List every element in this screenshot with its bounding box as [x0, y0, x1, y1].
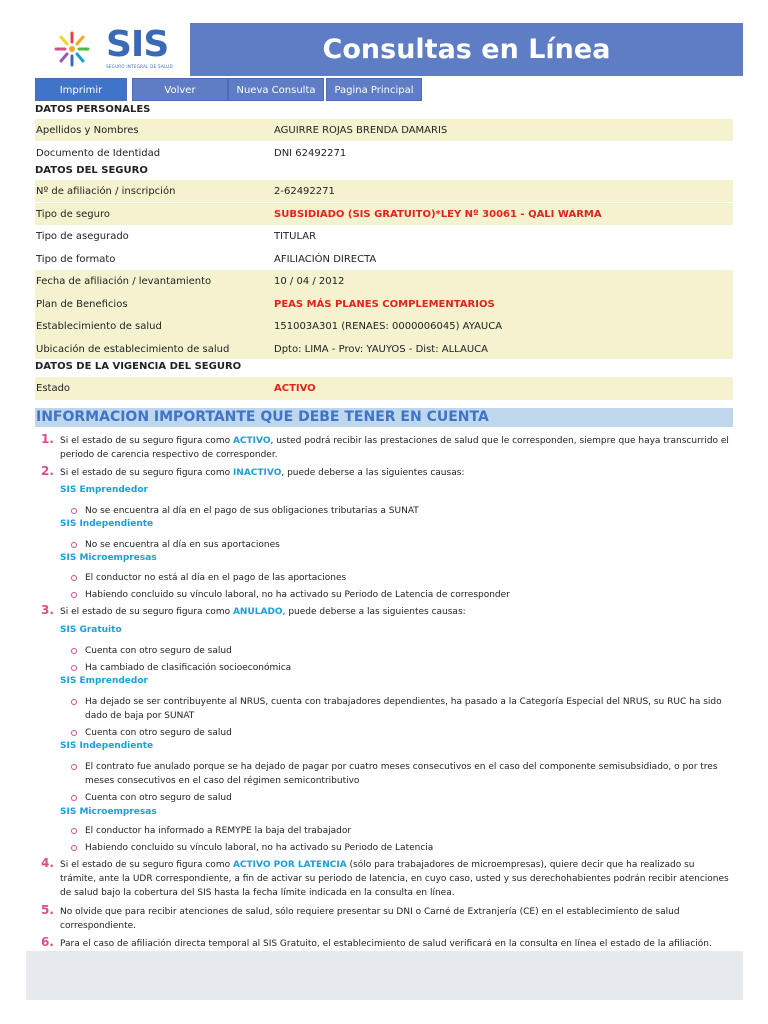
bullet-icon [71, 542, 77, 548]
sis-logo [36, 23, 186, 76]
bullet-text: Ha cambiado de clasificación socioeconómica [85, 663, 292, 673]
text-part: , puede deberse a las siguientes causas: [281, 468, 465, 478]
info-text-6: Para el caso de afiliación directa temporal al SIS Gratuito, el establecimiento de salud verificará en la consulta en línea el estado de la afiliación. [60, 939, 712, 949]
row-document [35, 141, 733, 165]
page-frame [26, 23, 743, 1000]
subheading-sis-independiente: SIS Independiente [60, 519, 154, 529]
info-text-2 [60, 466, 732, 480]
row-affiliation-date [35, 270, 733, 293]
info-number-2: 2. [41, 464, 54, 478]
bullet-text: El contrato fue anulado porque se ha dejado de pagar por cuatro meses consecutivos en el caso del componente semisubsidiado, o por tres meses consecutivos en el caso del régimen semicontributivo [85, 762, 718, 786]
personal-data-heading: DATOS PERSONALES [35, 102, 733, 118]
benefit-plan-label: Plan de Beneficios [36, 298, 128, 310]
info-number-3: 3. [41, 603, 54, 617]
text-part: , puede deberse a las siguientes causas: [282, 607, 466, 617]
info-heading: INFORMACION IMPORTANTE QUE DEBE TENER EN CUENTA [35, 408, 733, 427]
health-facility-label: Establecimiento de salud [36, 321, 162, 332]
bullet-text: Habiendo concluido su vínculo laboral, no ha activado su Periodo de Latencia [85, 843, 434, 853]
info-number-1: 1. [41, 432, 54, 446]
bullet-icon [71, 648, 77, 654]
affiliation-date-label: Fecha de afiliación / levantamiento [36, 276, 212, 287]
format-type-value: AFILIACIÓN DIRECTA [274, 253, 377, 265]
bullet-text: No se encuentra al día en sus aportaciones [85, 540, 280, 550]
row-state [35, 377, 733, 400]
back-button[interactable]: Volver [132, 78, 228, 101]
info-text-1 [60, 434, 732, 462]
home-button[interactable]: Pagina Principal [326, 78, 422, 101]
bullet-icon [71, 592, 77, 598]
subheading-sis-gratuito: SIS Gratuito [60, 625, 122, 635]
row-affiliation-number [35, 180, 733, 202]
affiliation-date-value: 10 / 04 / 2012 [274, 276, 345, 287]
row-format-type [35, 248, 733, 270]
subheading-sis-microempresas: SIS Microempresas [60, 553, 157, 563]
bullet-text: El conductor ha informado a REMYPE la baja del trabajador [85, 826, 352, 836]
logo-subtitle: SEGURO INTEGRAL DE SALUD [106, 64, 173, 69]
info-number-6: 6. [41, 935, 54, 949]
title-bar [190, 23, 743, 76]
info-text-3 [60, 605, 732, 619]
highlight-inactive: INACTIVO [232, 468, 282, 478]
bullet-text: Cuenta con otro seguro de salud [85, 728, 232, 738]
row-health-facility [35, 315, 733, 338]
insurance-data-heading: DATOS DEL SEGURO [35, 163, 733, 179]
row-benefit-plan [35, 293, 733, 315]
new-query-button[interactable]: Nueva Consulta [228, 78, 324, 101]
insurance-type-label: Tipo de seguro [36, 208, 110, 220]
sis-burst-icon [50, 27, 104, 71]
text-part: Si el estado de su seguro figura como [60, 436, 233, 446]
bullet-text: Cuenta con otro seguro de salud [85, 793, 232, 803]
highlight-active: ACTIVO [232, 436, 271, 446]
state-value: ACTIVO [274, 383, 316, 394]
bullet-icon [71, 665, 77, 671]
text-part: Si el estado de su seguro figura como [60, 468, 233, 478]
bullet-icon [71, 575, 77, 581]
bullet-icon [71, 828, 77, 834]
highlight-annulled: ANULADO [232, 607, 283, 617]
facility-location-label: Ubicación de establecimiento de salud [36, 344, 230, 355]
validity-heading: DATOS DE LA VIGENCIA DEL SEGURO [35, 359, 733, 375]
health-facility-value: 151003A301 (RENAES: 0000006045) AYAUCA [274, 321, 503, 332]
print-button[interactable]: Imprimir [35, 78, 127, 101]
bullet-icon [71, 508, 77, 514]
bullet-text: No se encuentra al día en el pago de sus obligaciones tributarias a SUNAT [85, 506, 419, 516]
insurance-type-value: SUBSIDIADO (SIS GRATUITO)*LEY Nº 30061 - QALI WARMA [274, 208, 602, 220]
logo-text: SIS [106, 24, 169, 65]
bullet-icon [71, 730, 77, 736]
bullet-icon [71, 699, 77, 705]
bullet-text: El conductor no está al día en el pago de las aportaciones [85, 573, 347, 583]
header [26, 23, 743, 76]
info-text-4 [60, 858, 732, 900]
name-label: Apellidos y Nombres [36, 124, 139, 136]
subheading-sis-emprendedor: SIS Emprendedor [60, 676, 148, 686]
state-label: Estado [36, 383, 71, 394]
subheading-sis-emprendedor: SIS Emprendedor [60, 485, 148, 495]
name-value: AGUIRRE ROJAS BRENDA DAMARIS [274, 124, 448, 136]
insured-type-value: TITULAR [274, 230, 317, 242]
row-insurance-type [35, 203, 733, 225]
bullet-text: Cuenta con otro seguro de salud [85, 646, 232, 656]
text-part: (sólo para trabajadores de microempresas), quiere decir que ha realizado su trámite, ante la UDR correspondiente, a fin de activar su periodo de latencia, en cuyo caso, usted y sus derechohabientes podrán recibir atenciones de salud bajo la cobertura del SIS hasta la fecha límite indicada en la consulta en línea. [60, 860, 729, 898]
row-insured-type [35, 225, 733, 247]
subheading-sis-independiente: SIS Independiente [60, 741, 154, 751]
subheading-sis-microempresas: SIS Microempresas [60, 807, 157, 817]
info-text-5: No olvide que para recibir atenciones de salud, sólo requiere presentar su DNI o Carné de Extranjería (CE) en el establecimiento de salud correspondiente. [60, 907, 680, 931]
text-part: , usted podrá recibir las prestaciones de salud que le corresponden, siempre que haya transcurrido el periodo de carencia respectivo de corresponder. [60, 436, 729, 460]
document-label: Documento de Identidad [36, 147, 161, 159]
bullet-icon [71, 764, 77, 770]
row-name [35, 119, 733, 141]
benefit-plan-value: PEAS MÁS PLANES COMPLEMENTARIOS [274, 298, 495, 310]
bullet-text: Habiendo concluido su vínculo laboral, no ha activado su Periodo de Latencia de corresponder [85, 590, 510, 600]
document-value: DNI 62492271 [274, 147, 347, 159]
bullet-icon [71, 795, 77, 801]
affiliation-number-label: Nº de afiliación / inscripción [36, 185, 176, 197]
format-type-label: Tipo de formato [36, 253, 116, 265]
bullet-icon [71, 845, 77, 851]
page-title: Consultas en Línea [322, 34, 611, 65]
row-facility-location [35, 338, 733, 361]
info-number-4: 4. [41, 856, 54, 870]
text-part: Si el estado de su seguro figura como [60, 607, 233, 617]
highlight-active-latency: ACTIVO POR LATENCIA [232, 860, 347, 870]
affiliation-number-value: 2-62492271 [274, 185, 335, 197]
bullet-text: Ha dejado se ser contribuyente al NRUS, cuenta con trabajadores dependientes, ha pasado a la Categoría Especial del NRUS, su RUC ha sido dado de baja por SUNAT [85, 697, 722, 721]
info-number-5: 5. [41, 903, 54, 917]
insured-type-label: Tipo de asegurado [36, 230, 129, 242]
facility-location-value: Dpto: LIMA - Prov: YAUYOS - Dist: ALLAUCA [274, 344, 488, 355]
footer-band [26, 951, 743, 1000]
text-part: Si el estado de su seguro figura como [60, 860, 233, 870]
